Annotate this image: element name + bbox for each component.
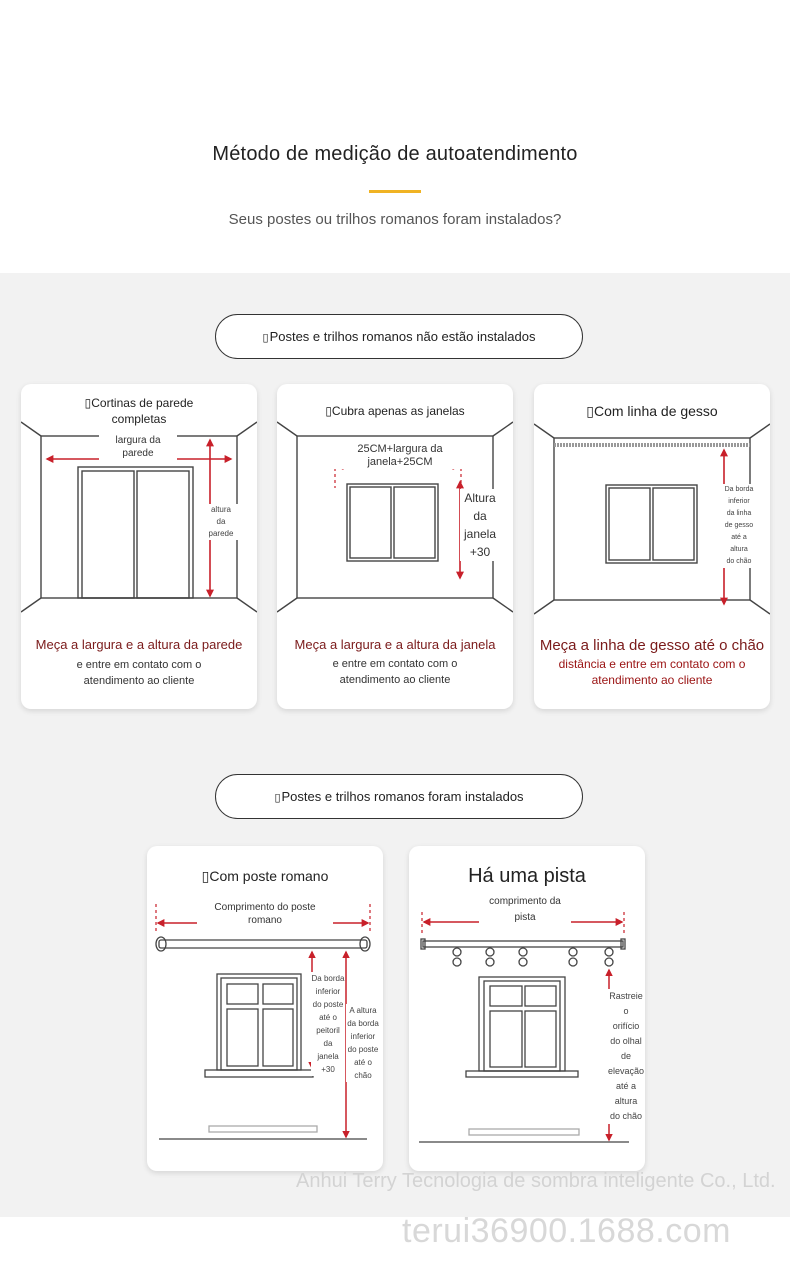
- card-window-only: [277, 384, 513, 709]
- header: [0, 0, 790, 273]
- card-note: e entre em contato com o atendimento ao cliente: [76, 659, 202, 687]
- box-icon: ▯: [262, 332, 269, 344]
- width-label: Comprimento do poste romano: [197, 901, 333, 927]
- card-headline: Meça a linha de gesso até o chão: [539, 637, 765, 654]
- card-headline: Meça a largura e a altura da parede: [35, 637, 243, 652]
- width-label: 25CM+largura da janela+25CM: [329, 443, 471, 469]
- pill-label: Postes e trilhos romanos foram instalados: [281, 789, 524, 804]
- box-icon: ▯: [84, 396, 92, 410]
- box-icon: ▯: [201, 868, 210, 884]
- company-watermark: Anhui Terry Tecnologia de sombra inteligente Co., Ltd.: [296, 1170, 776, 1192]
- card-note: distância e entre em contato com o atendimento ao cliente: [558, 657, 746, 687]
- section-pill-not-installed: [215, 314, 583, 359]
- page-subtitle: Seus postes ou trilhos romanos foram instalados?: [228, 211, 562, 228]
- card-headline: Meça a largura e a altura da janela: [294, 637, 496, 652]
- box-icon: ▯: [586, 403, 594, 419]
- card-title: ▯Com linha de gesso: [586, 403, 718, 419]
- card-title: Há uma pista: [468, 865, 586, 887]
- card-plaster-line: [534, 384, 770, 709]
- card-title: ▯Cortinas de parede completas: [84, 396, 194, 426]
- page-title: Método de medição de autoatendimento: [212, 143, 578, 165]
- pole-to-floor-label: A altura da borda inferior do poste até o chão: [347, 1006, 379, 1080]
- box-icon: ▯: [274, 792, 281, 804]
- pill-label: Postes e trilhos romanos não estão instalados: [269, 329, 536, 344]
- height-label: Altura da janela +30: [460, 489, 500, 561]
- side-label: Da borda inferior da linha de gesso até a altura do chão: [722, 484, 756, 568]
- height-label: altura da parede: [203, 504, 239, 540]
- pole-to-sill-label: Da borda inferior do poste até o peitoril da janela +30: [311, 974, 345, 1074]
- card-title: ▯Cubra apenas as janelas: [325, 404, 465, 418]
- box-icon: ▯: [325, 404, 332, 418]
- card-title: ▯Com poste romano: [201, 868, 329, 884]
- width-label: largura da parede: [99, 434, 177, 460]
- card-full-wall: [21, 384, 257, 709]
- card-note: e entre em contato com o atendimento ao cliente: [332, 658, 458, 686]
- url-watermark: terui36900.1688.com: [402, 1212, 731, 1250]
- track-to-floor-label: Rastreie o orifício do olhal de elevação até a altura do chão: [607, 989, 645, 1124]
- section-pill-installed: [215, 774, 583, 819]
- width-label: comprimento da pista: [479, 894, 571, 926]
- card-track: [409, 846, 645, 1171]
- card-roman-pole: [147, 846, 383, 1171]
- title-underline: [369, 190, 421, 193]
